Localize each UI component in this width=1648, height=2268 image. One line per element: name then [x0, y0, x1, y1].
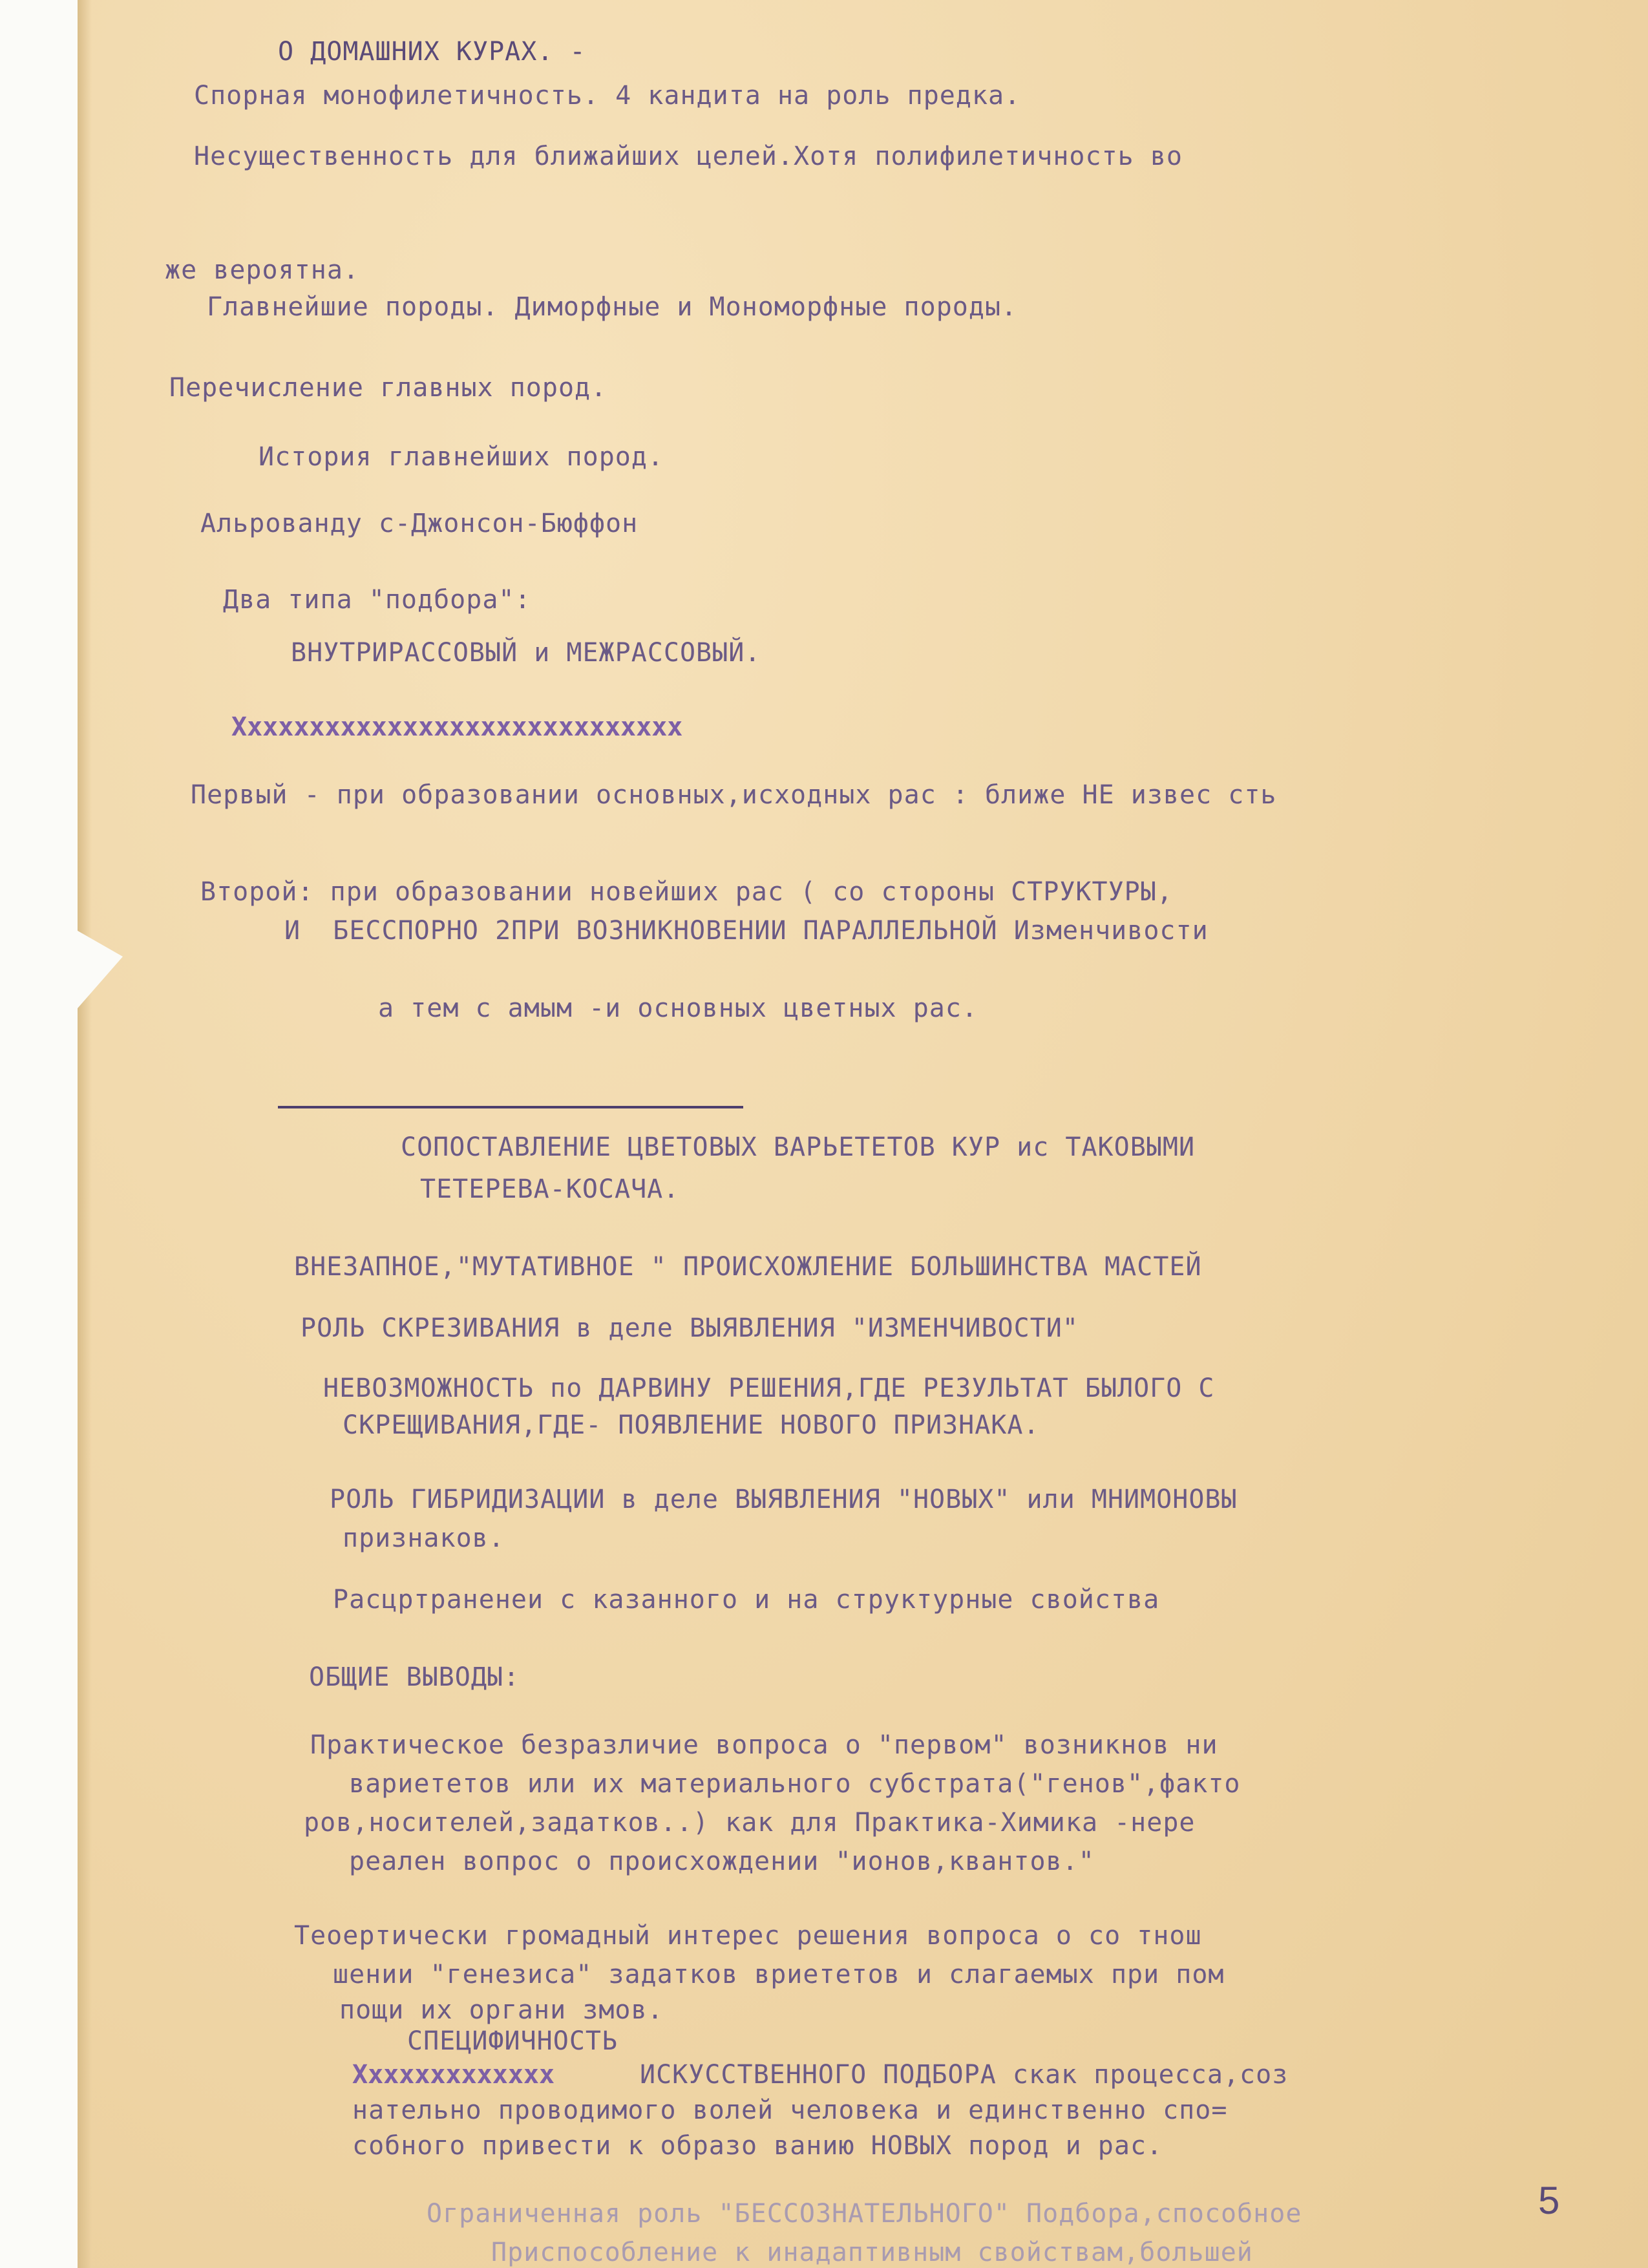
text-line: ров,носителей,задатков..) как для Практика-Химика -нере: [304, 1808, 1196, 1838]
text-line: Два типа "подбора":: [223, 585, 531, 615]
struck-out-word: Xxxxxxxxxxxxx: [352, 2060, 555, 2090]
text-line: ВНЕЗАПНОЕ,"МУТАТИВНОЕ " ПРОИСХОЖЛЕНИЕ БОЛЬШИНСТВА МАСТЕЙ: [294, 1252, 1202, 1282]
text-line: РОЛЬ ГИБРИДИЗАЦИИ в деле ВЫЯВЛЕНИЯ "НОВЫХ" или МНИМОНОВЫ: [330, 1485, 1238, 1514]
text-line: Расцртраненеи с казанного и на структурные свойства: [333, 1585, 1160, 1615]
text-line: шении "генезиса" задатков вриететов и слагаемых при пом: [333, 1960, 1225, 1989]
text-line: собного привести к образо ванию НОВЫХ пород и рас.: [352, 2131, 1163, 2161]
text-line: вариететов или их материального субстрата("генов",факто: [349, 1769, 1241, 1799]
text-line: Второй: при образовании новейших рас ( со стороны СТРУКТУРЫ,: [200, 877, 1173, 907]
text-line: пощи их органи змов.: [339, 1995, 664, 2025]
text-line: И БЕССПОРНО 2ПРИ ВОЗНИКНОВЕНИИ ПАРАЛЛЕЛЬНОЙ Изменчивости: [284, 916, 1209, 946]
text-line: Перечисление главных пород.: [169, 373, 607, 403]
text-line: Несущественность для ближайших целей.Хотя полифилетичность во: [194, 142, 1183, 171]
text-line: реален вопрос о происхождении "ионов,квантов.": [349, 1847, 1095, 1876]
section-divider: [278, 1106, 743, 1108]
text-line: СПЕЦИФИЧНОСТЬ: [407, 2026, 618, 2056]
text-line: Главнейшие породы. Диморфные и Мономорфные породы.: [207, 292, 1018, 322]
text-line: РОЛЬ СКРЕЗИВАНИЯ в деле ВЫЯВЛЕНИЯ "ИЗМЕНЧИВОСТИ": [301, 1313, 1079, 1343]
text-line: Практическое безразличие вопроса о "первом" возникнов ни: [310, 1730, 1218, 1760]
section-heading: ТЕТЕРЕВА-КОСАЧА.: [420, 1174, 680, 1204]
text-line: Теоертически громадный интерес решения вопроса о со тнош: [294, 1921, 1202, 1951]
text-line: Ограниченная роль "БЕССОЗНАТЕЛЬНОГО" Подбора,способное: [427, 2199, 1302, 2229]
struck-out-line: Xxxxxxxxxxxxxxxxxxxxxxxxxxxxx: [231, 712, 683, 742]
text-line: ВНУТРИРАССОВЫЙ и МЕЖРАССОВЫЙ.: [291, 638, 761, 668]
text-line: СКРЕЩИВАНИЯ,ГДЕ- ПОЯВЛЕНИЕ НОВОГО ПРИЗНАКА.: [343, 1410, 1040, 1440]
text-line: же вероятна.: [165, 255, 359, 285]
text-line: История главнейших пород.: [259, 442, 664, 472]
text-line: Приспособление к инадаптивным свойствам,большей: [491, 2238, 1253, 2267]
section-heading: ОБЩИЕ ВЫВОДЫ:: [309, 1662, 520, 1692]
text-line: Альрованду с-Джонсон-Бюффон: [200, 509, 639, 538]
torn-edge: [78, 931, 123, 1008]
title-line: О ДОМАШНИХ КУРАХ. -: [278, 37, 586, 67]
text-line: нательно проводимого волей человека и единственно спо=: [352, 2095, 1228, 2125]
text-line: НЕВОЗМОЖНОСТЬ по ДАРВИНУ РЕШЕНИЯ,ГДЕ РЕЗУЛЬТАТ БЫЛОГО С: [323, 1373, 1215, 1403]
text-line: Первый - при образовании основных,исходных рас : ближе НЕ извес сть: [191, 780, 1277, 810]
section-heading: СОПОСТАВЛЕНИЕ ЦВЕТОВЫХ ВАРЬЕТЕТОВ КУР ис ТАКОВЫМИ: [401, 1132, 1196, 1162]
text-line: ИСКУССТВЕННОГО ПОДБОРА скак процесса,соз: [640, 2060, 1289, 2090]
text-line: а тем с амым -и основных цветных рас.: [378, 993, 978, 1023]
text-line: Спорная монофилетичность. 4 кандита на роль предка.: [194, 81, 1021, 111]
page-number-mark: 5: [1538, 2179, 1560, 2222]
text-line: признаков.: [343, 1523, 505, 1553]
